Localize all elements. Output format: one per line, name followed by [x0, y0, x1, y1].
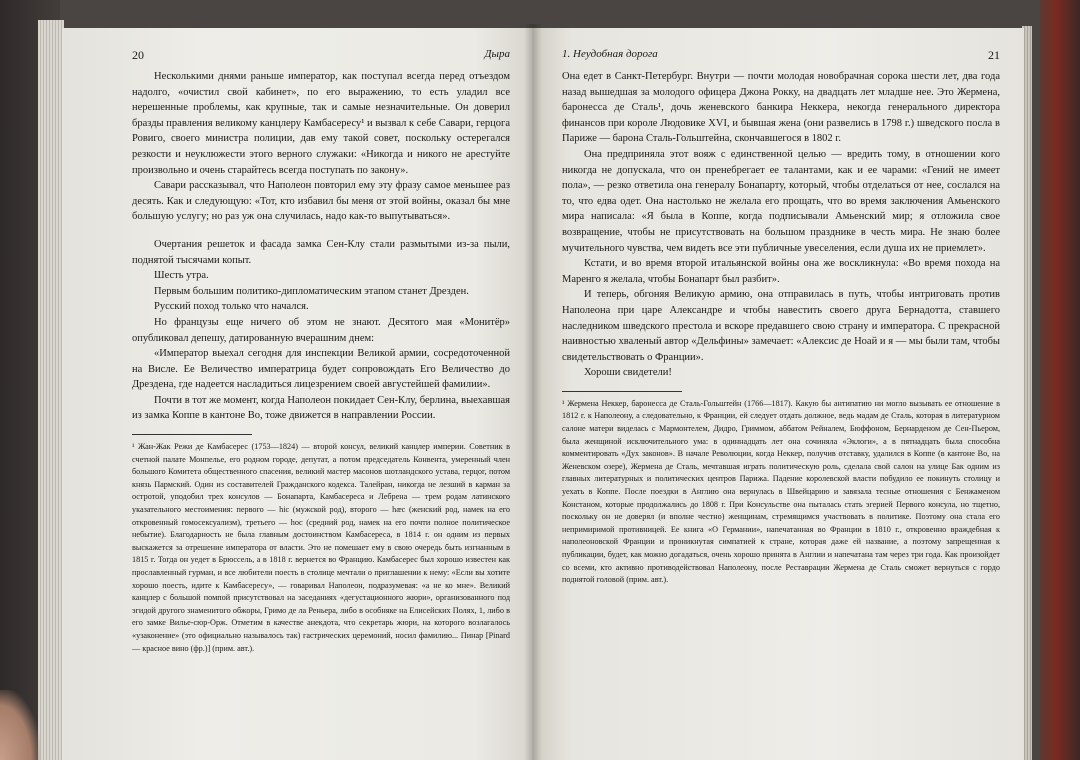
footnote-rule: [132, 434, 252, 435]
left-paragraph: Русский поход только что начался.: [154, 301, 309, 313]
left-paragraph: Первым большим политико-дипломатическим этапом станет Дрезден.: [154, 285, 469, 297]
left-paragraph: Шесть утра.: [154, 270, 209, 282]
left-paragraph: Очертания решеток и фасада замка Сен-Клу стали размытыми из-за пыли, поднятой тысячами копыт.: [132, 238, 510, 266]
book-gutter: [524, 24, 542, 760]
left-page-number: 20: [132, 48, 144, 62]
left-paragraph: Почти в тот же момент, когда Наполеон покидает Сен-Клу, берлина, выехавшая из замка Коппе в кантоне Во, тоже движется в направлении России.: [132, 394, 510, 422]
right-page: [532, 28, 1024, 760]
right-paragraph: Она едет в Санкт-Петербург. Внутри — почти молодая новобрачная сорока шести лет, два года назад вышедшая за молодого офицера Джона Рокку, на двадцать лет младше нее. Это Жермена, баронесса де Сталь¹, дочь женевского банкира Неккера, некогда генерального директора финансов при короле Людовике XVI, и бывшая жена (они развелись в 1798 г.) шведского посла в Париже — барона Сталь-Гольштейна, скончавшегося в 1802 г.: [562, 71, 1000, 145]
left-paragraph: Савари рассказывал, что Наполеон повторил ему эту фразу самое меньшее раз десять. Как и следующую: «Тот, кто избавил бы меня от этой войны, оказал бы мне большую услугу; но раз уж она случилась, надо как-то выпутываться».: [132, 180, 510, 223]
hand-corner: [0, 690, 40, 760]
left-paragraph: Несколькими днями раньше император, как поступал всегда перед отъездом надолго, «очистил свой кабинет», по его выражению, то есть уладил все нерешенные проблемы, как крупные, так и самые незначительные. Он доверил бразды правления великому канцлеру Камбасересу¹ и вызвал к себе Савари, герцога Ровиго, своего министра полиции, дав ему такой совет, поскольку остерегался резкости и неуклюжести этого верного служаки: «Никогда и никого не арестуйте произвольно и очень старайтесь всегда поступать по закону».: [132, 71, 510, 176]
left-body-text: [132, 69, 510, 424]
right-footnote: ¹ Жермена Неккер, баронесса де Сталь-Гольштейн (1766—1817). Какую бы антипатию ни могло вызывать ее отношение в 1812 г. к Наполеону, а следовательно, к Франции, ей следует отдать должное, ведь мадам де Сталь, которая в литературном салоне матери виделась с Мармонтелем, Дидро, Гриммом, аббатом Рейналем, Бюффоном, Бернарденом де Сен-Пьером, была женщиной исключительного ума: в одиннадцать лет она сочиняла «Эклоги», а в пятнадцать была способна комментировать «Дух законов». В начале Революции, когда Неккер, получив отставку, удалился в Коппе (в кантоне Во, на Женевском озере), Жермена де Сталь, мечтавшая играть политическую роль, сделала свой салон на улице Бак одним из главных литературных и политических центров Парижа. Падение королевской власти побудило ее покинуть столицу и уехать в Коппе. После поездки в Англию она вернулась в Швейцарию и завязала тесные отношения с Бенжаменом Констаном, которые продолжались до 1808 г. При Консульстве она пыталась стать эгерией Первого консула, но тщетно, поскольку он не доверял (и вполне честно) женщинам, стремящимся участвовать в политике. Поэтому она стала его непримиримой противницей. Ее книга «О Германии», напечатанная во Франции в 1810 г., откровенно враждебная к наполеоновской Франции и проникнутая симпатией к стране, которая даже ей название, а поэтому запрещенная к публикации, будет, как можно догадаться, очень хорошо принята в Англии и напечатана там через три года. Как произойдет со всеми, кто активно противодействовал Наполеону, после Реставрации Жермена де Сталь сможет вернуться с гордо поднятой головой (прим. авт.).: [562, 398, 1000, 585]
book-page-edges-left: [38, 20, 64, 760]
right-paragraph: И теперь, обгоняя Великую армию, она отправилась в путь, чтобы интриговать против Наполеона при царе Александре и чтобы навестить своего друга Бернадотта, ставшего наследником шведского престола и вскоре предавшего свою страну и императора. С прекрасной наивностью хваленый автор «Дельфины» замечает: «Алексис де Ноай и я — мы были там, чтобы свидетельствовать о Франции».: [562, 289, 1000, 363]
left-paragraph: Но французы еще ничего об этом не знают. Десятого мая «Монитёр» опубликовал депешу, датированную вчерашним днем:: [132, 316, 510, 344]
right-paragraph: Она предприняла этот вояж с единственной целью — вредить тому, в отношении кого никогда не допускала, что он пренебрегает ее талантами, как и ее чарами: «Гений не имеет пола», — резко ответила она генералу Бонапарту, который, чтобы отделаться от нее, сослался на то, что едва одет. Она настолько не желала его прощать, что во время заключения Амьенского мира написала: «Я была в Коппе, когда подписывали Амьенский мир; я отложила свое возвращение, чтобы не присутствовать на большом празднике в честь мира. Не знаю более мучительного чувства, чем видеть все эти публичные увеселения, если душа их не приемлет».: [562, 148, 1000, 254]
right-paragraph: Хороши свидетели!: [584, 367, 672, 379]
right-paragraph: Кстати, и во время второй итальянской войны она же воскликнула: «Во время похода на Маренго я желала, чтобы Бонапарт был разбит».: [562, 258, 1000, 285]
left-footnote: ¹ Жан-Жак Режи де Камбасерес (1753—1824) — второй консул, великий канцлер империи. Советник в счетной палате Монпелье, его родном городе, депутат, а потом председатель Конвента, умеренный член большого Комитета общественного спасения, великий мастер масонов шотландского устава, герцог, потом князь Пармский. Один из составителей Гражданского кодекса. Талейран, никогда не лезший в карман за остротой, уподобил трех консулов — Бонапарта, Камбасереса и Лебрена — трем родам латинского указательного местоимения: первого — hic (мужской род), второго — hæc (женский род, намек на его откровенный гомосексуализм), третьего — hoc (средний род, намек на его почти полное политическое небытие). Благодарность не была главным достоинством Камбасереса, в 1814 г. он одним из первых выскажется за отрешение императора от власти. Это не помешает ему в свою очередь быть изгнанным в 1815 г. Тогда он уедет в Брюссель, а в 1818 г. вернется во Францию. Камбасерес был хорошо известен как прославленный гурман, и все любители поесть в столице мечтали о приглашении к нему: «Если вы хотите хорошо поесть, идите к Камбасересу», — говаривал Наполеон, подразумевая: «а не ко мне». Великий канцлер с большой помпой присутствовал на заседаниях «дегустационного жюри», организованного под эгидой другого знаменитого обжоры, Гримо де ла Реньера, либо в особняке на Елисейских Полях, 1, либо в его замке Вилье-сюр-Орж. Отметим в качестве анекдота, что секретарь жюри, на которого возлагалось «узаконение» (это официально называлось так) гастрических церемоний, носил фамилию... Пинар [Pinard — красное вино (фр.)] (прим. авт.).: [132, 442, 510, 653]
left-page-header: [132, 48, 510, 63]
footnote-rule: [562, 391, 682, 392]
right-body-text: [562, 69, 1000, 381]
left-running-head: Дыра: [484, 48, 510, 60]
backdrop-right: [1040, 0, 1080, 760]
right-page-number: 21: [988, 48, 1000, 62]
right-running-head: 1. Неудобная дорога: [562, 48, 658, 60]
right-page-header: [562, 48, 1000, 63]
left-page: [62, 28, 532, 760]
left-paragraph: «Император выехал сегодня для инспекции Великой армии, сосредоточенной на Висле. Ее Величество императрица будет сопровождать Его Величество до Дрездена, где надеется насладиться лицезрением своей августейшей фамилии».: [132, 348, 510, 391]
